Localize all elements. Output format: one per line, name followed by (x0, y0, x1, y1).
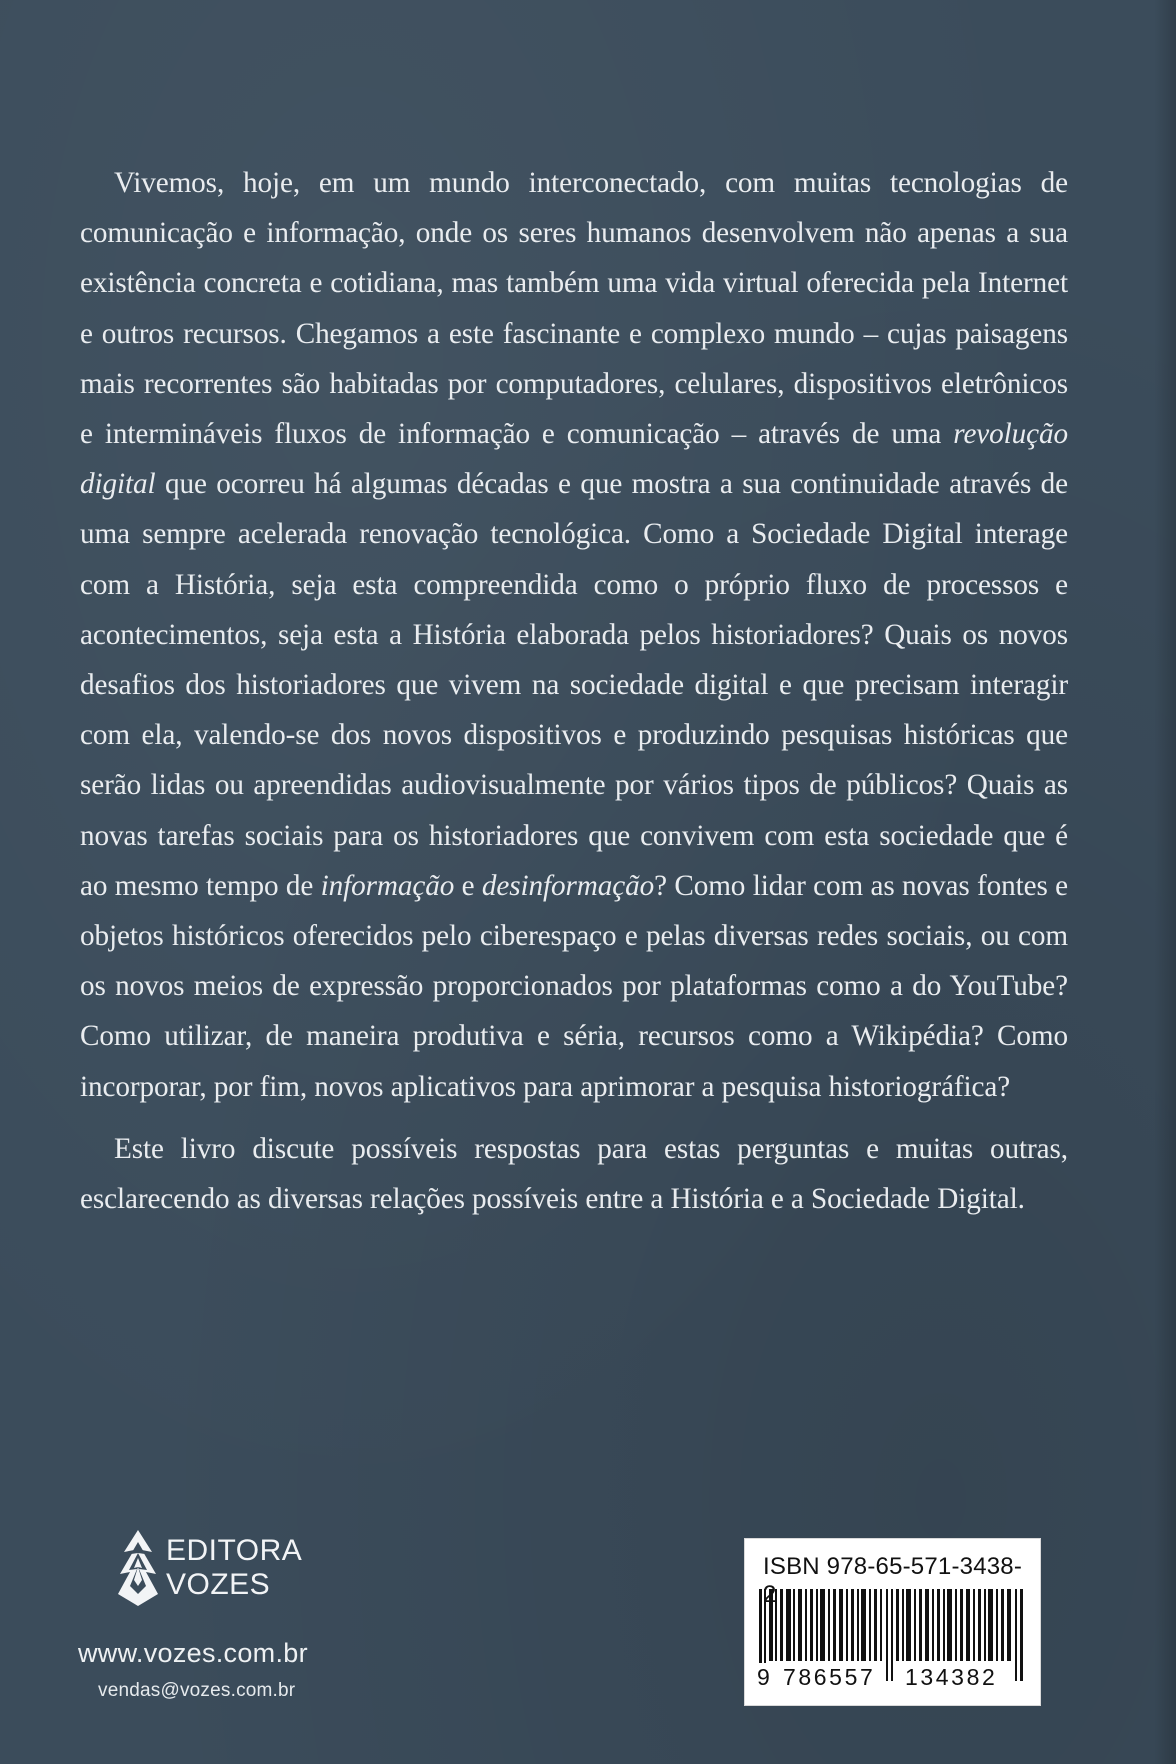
emphasis-informacao: informação (320, 869, 455, 902)
isbn-label: ISBN 978-65-571-3438- (763, 1553, 1023, 1580)
blurb-paragraph-2: Este livro discute possíveis respostas para estas perguntas e muitas outras, esclarecendo as diversas relações possíveis entre a História e a Sociedade Digital. (80, 1132, 1068, 1216)
emphasis-desinformacao: desinformação (481, 869, 655, 902)
publisher-website[interactable]: www.vozes.com.br (78, 1638, 308, 1668)
barcode-digits-left: 786557 (783, 1664, 876, 1690)
emphasis-revolucao-digital: revolução digital (80, 418, 1068, 501)
barcode-digit-lead: 9 (757, 1664, 770, 1690)
isbn-barcode-block (744, 1538, 1041, 1706)
publisher-name-line2: VOZES (166, 1568, 271, 1601)
barcode-digits (757, 1663, 1025, 1693)
publisher-logo (112, 1528, 352, 1608)
publisher-name-line1: EDITORA (166, 1534, 303, 1567)
editora-vozes-flame-icon (112, 1528, 164, 1608)
blurb-paragraph-1: Vivemos, hoje, em um mundo interconectado, com muitas tecnologias de comunicação e informação, onde os seres humanos desenvolvem não apenas a sua existência concreta e cotidiana, mas também uma vida virtual oferecida pela Internet e outros recursos. Chegamos a este fascinante e complexo mundo – cujas paisagens mais recorrentes são habitadas por computadores, celulares, dispositivos eletrônicos e intermináveis fluxos de informação e comunicação – através de uma revolução digital que ocorreu há algumas décadas e que mostra a sua continuidade através de uma sempre acelerada renovação tecnológica. Como a Sociedade Digital interage com a História, seja esta compreendida como o próprio fluxo de processos e acontecimentos, seja esta a História elaborada pelos historiadores? Quais os novos desafios dos historiadores que vivem na sociedade digital e que precisam interagir com ela, valendo-se dos novos dispositivos e produzindo pesquisas históricas que serão lidas ou apreendidas audiovisualmente por vários tipos de públicos? Quais as novas tarefas sociais para os historiadores que convivem com esta sociedade que é ao mesmo tempo de informação e desinformação? Como lidar com as novas fontes e objetos históricos oferecidos pelo ciberespaço e pelas diversas redes sociais, ou com os novos meios de expressão proporcionados por plataformas como a do YouTube? Como utilizar, de maneira produtiva e séria, recursos como a Wikipédia? Como incorporar, por fim, novos aplicativos para aprimorar a pesquisa historiográfica? (80, 167, 1068, 1103)
spine-shadow (1154, 0, 1176, 1764)
back-cover-blurb (80, 158, 1068, 1224)
publisher-email[interactable]: vendas@vozes.com.br (98, 1680, 296, 1701)
barcode-digits-right: 134382 (905, 1664, 998, 1690)
